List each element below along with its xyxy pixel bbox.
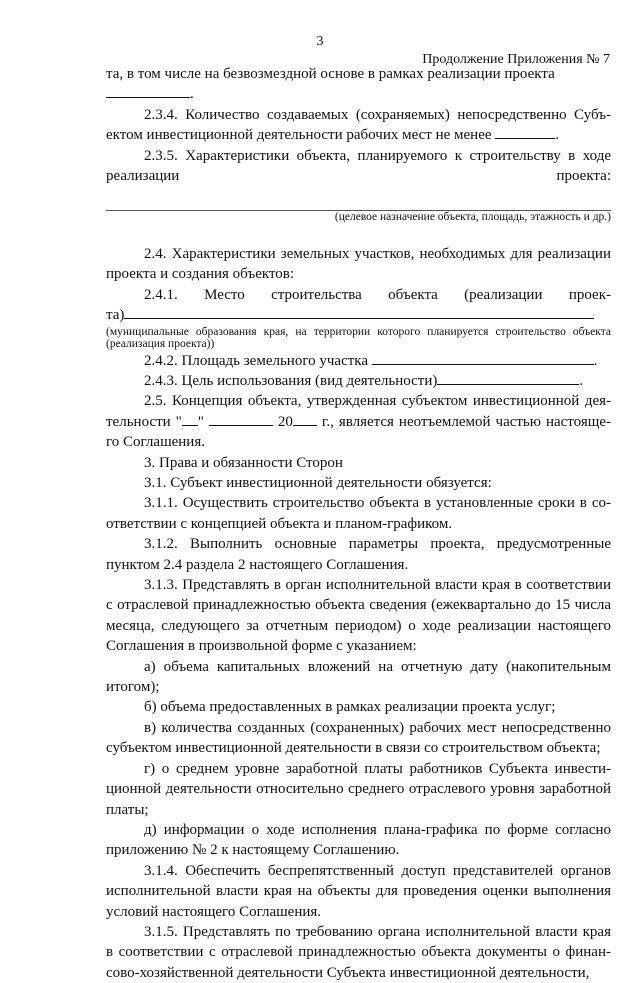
clause-3-1-3: 3.1.3. Представлять в орган исполнительной власти края в соответствии с отраслевой принадлежностью объекта сведения (ежеквартально до 15 числа месяца, следующего за отчетным периодом) о ходе реализации настоящего Соглашения в произвольной форме с указанием:	[106, 577, 611, 655]
clause-3-1-5: 3.1.5. Представлять по требованию органа исполнительной власти края в соответствии с отраслевой принадлежностью объекта документы о финан-сово-хозяйственной деятельности Субъекта инвестиционной деятельности,	[106, 923, 611, 981]
caption-purpose: (целевое назначение объекта, площадь, этажность и др.)	[334, 211, 611, 224]
clause-2-4-3: 2.4.3. Цель использования (вид деятельности) .	[144, 372, 584, 389]
clause-3-1-4: 3.1.4. Обеспечить беспрепятственный доступ представителей органов исполнительной власти края на объекты для проведения оценки выполнения условий настоящего Соглашения.	[106, 862, 611, 920]
fill-blank	[124, 305, 594, 319]
caption-municipality: (муниципальные образования края, на территории которого планируется строительство объекта (реализация проекта))	[106, 325, 611, 351]
clause-2-3-4: 2.3.4. Количество создаваемых (сохраняемых) непосредственно Субъ-ектом инвестиционной деятельности рабочих мест не менее .	[106, 106, 611, 144]
document-body	[106, 64, 611, 983]
fill-blank	[106, 84, 190, 98]
clause-3-1: 3.1. Субъект инвестиционной деятельности обязуется:	[144, 475, 492, 491]
fill-blank	[372, 351, 594, 365]
appendix-header: Продолжение Приложения № 7	[422, 52, 610, 67]
clause-2-5: 2.5. Концепция объекта, утвержденная субъектом инвестиционной дея-тельности " " 20 г., является неотъемлемой частью настояще-го Соглашения.	[106, 393, 611, 451]
fill-blank	[437, 371, 579, 385]
item-v: в) количества созданных (сохраненных) рабочих мест непосредственно субъектом инвестиционной деятельности в связи со строительством объекта;	[106, 719, 611, 757]
item-d: д) информации о ходе исполнения плана-графика по форме согласно приложению № 2 к настоящему Соглашению.	[106, 821, 611, 859]
fill-blank	[495, 125, 555, 139]
section-3-title: 3. Права и обязанности Сторон	[144, 454, 343, 471]
fill-line	[106, 188, 611, 211]
clause-2-4-2: 2.4.2. Площадь земельного участка .	[144, 352, 598, 369]
page-number: 3	[316, 34, 324, 49]
item-b: б) объема предоставленных в рамках реализации проекта услуг;	[144, 699, 556, 716]
paragraph-continuation: та, в том числе на безвозмездной основе в рамках реализации проекта .	[106, 66, 555, 103]
item-g: г) о среднем уровне заработной платы работников Субъекта инвести-ционной деятельности относительно среднего отраслевого уровня заработной платы;	[106, 760, 611, 818]
clause-2-4: 2.4. Характеристики земельных участков, необходимых для реализации проекта и создания объектов:	[106, 245, 611, 283]
item-a: а) объема капитальных вложений на отчетную дату (накопительным итогом);	[106, 658, 611, 696]
clause-2-4-1-line2: та)	[106, 305, 611, 325]
clause-2-4-1: 2.4.1. Место строительства объекта (реализации проек-	[144, 286, 611, 303]
clause-3-1-1: 3.1.1. Осуществить строительство объекта в установленные сроки в со-ответствии с концепцией объекта и планом-графиком.	[106, 495, 611, 532]
clause-2-3-5-line2: реализации проекта:	[106, 168, 611, 185]
clause-3-1-2: 3.1.2. Выполнить основные параметры проекта, предусмотренные пунктом 2.4 раздела 2 настоящего Соглашения.	[106, 536, 611, 573]
clause-2-3-5: 2.3.5. Характеристики объекта, планируемого к строительству в ходе	[144, 147, 611, 164]
